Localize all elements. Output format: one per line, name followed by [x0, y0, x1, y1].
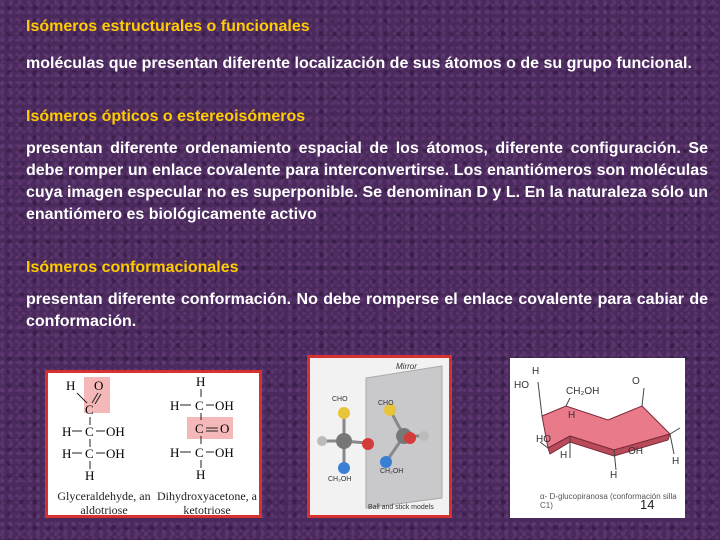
- ball-stick-caption: Ball and stick models: [368, 504, 434, 511]
- label-ch2oh: CH₂OH: [566, 386, 600, 397]
- label-oh: OH: [628, 446, 643, 457]
- svg-text:OH: OH: [215, 398, 234, 413]
- figure-enantiomers: [307, 355, 452, 518]
- ch2oh-left-label: CH₂OH: [328, 476, 352, 483]
- cho-right-label: CHO: [378, 400, 394, 407]
- label-h1: H: [532, 366, 540, 377]
- heading-optical-isomers: Isómeros ópticos o estereoisómeros: [26, 108, 306, 125]
- page-number: 14: [640, 497, 655, 512]
- label-h4: H: [610, 470, 618, 481]
- svg-text:C: C: [85, 446, 94, 461]
- cho-left-label: CHO: [332, 396, 348, 403]
- text-optical-isomers: presentan diferente ordenamiento espacial de los átomos, diferente configuración. Se debe romper un enlace covalente para interconvertirse. Los enantiómeros son moléculas cuya imagen especular no es superponible. Se denominan D y L. En la naturaleza sólo un enantiómero es biológicamente activo: [26, 140, 708, 223]
- label-h3: H: [560, 450, 568, 461]
- heading-conformational-isomers: Isómeros conformacionales: [26, 259, 239, 276]
- atom-o: O: [94, 378, 104, 393]
- svg-text:C: C: [195, 421, 204, 436]
- atom-c1: C: [85, 402, 94, 417]
- figure-structural-isomers: [45, 370, 262, 518]
- svg-text:H: H: [196, 374, 206, 389]
- text-structural-isomers: moléculas que presentan diferente localización de sus átomos o de su grupo funcional.: [26, 55, 692, 72]
- caption-glyceraldehyde: Glyceraldehyde, an aldotriose: [57, 489, 151, 517]
- label-h5: H: [672, 456, 680, 467]
- svg-text:O: O: [220, 421, 230, 436]
- glucopyranose-caption: α- D-glucopiranosa (conformación silla C1): [540, 492, 677, 510]
- figure-glucopyranose-chair: [510, 358, 685, 518]
- svg-text:H: H: [62, 446, 72, 461]
- caption-dihydroxyacetone: Dihydroxyacetone, a ketotriose: [157, 489, 257, 517]
- label-ho-mid: HO: [536, 434, 551, 445]
- label-h2: H: [568, 410, 576, 421]
- svg-text:H: H: [62, 424, 72, 439]
- mirror-label: Mirror: [396, 362, 417, 371]
- svg-text:H: H: [170, 445, 180, 460]
- heading-structural-isomers: Isómeros estructurales o funcionales: [26, 18, 310, 35]
- svg-text:C: C: [195, 445, 204, 460]
- ch2oh-right-label: CH₂OH: [380, 468, 404, 475]
- svg-text:OH: OH: [106, 446, 125, 461]
- ball-stick-models: [310, 358, 449, 515]
- svg-text:OH: OH: [215, 445, 234, 460]
- svg-text:C: C: [85, 424, 94, 439]
- svg-text:C: C: [195, 398, 204, 413]
- label-o: O: [632, 376, 640, 387]
- atom-h: H: [66, 378, 76, 393]
- svg-text:H: H: [170, 398, 180, 413]
- svg-text:H: H: [85, 468, 95, 483]
- label-ho-top: HO: [514, 380, 529, 391]
- carbon-atom-left: [336, 433, 352, 449]
- svg-text:H: H: [196, 467, 206, 482]
- text-conformational-isomers: presentan diferente conformación. No debe romperse el enlace covalente para cabiar de conformación.: [26, 291, 708, 330]
- svg-text:OH: OH: [106, 424, 125, 439]
